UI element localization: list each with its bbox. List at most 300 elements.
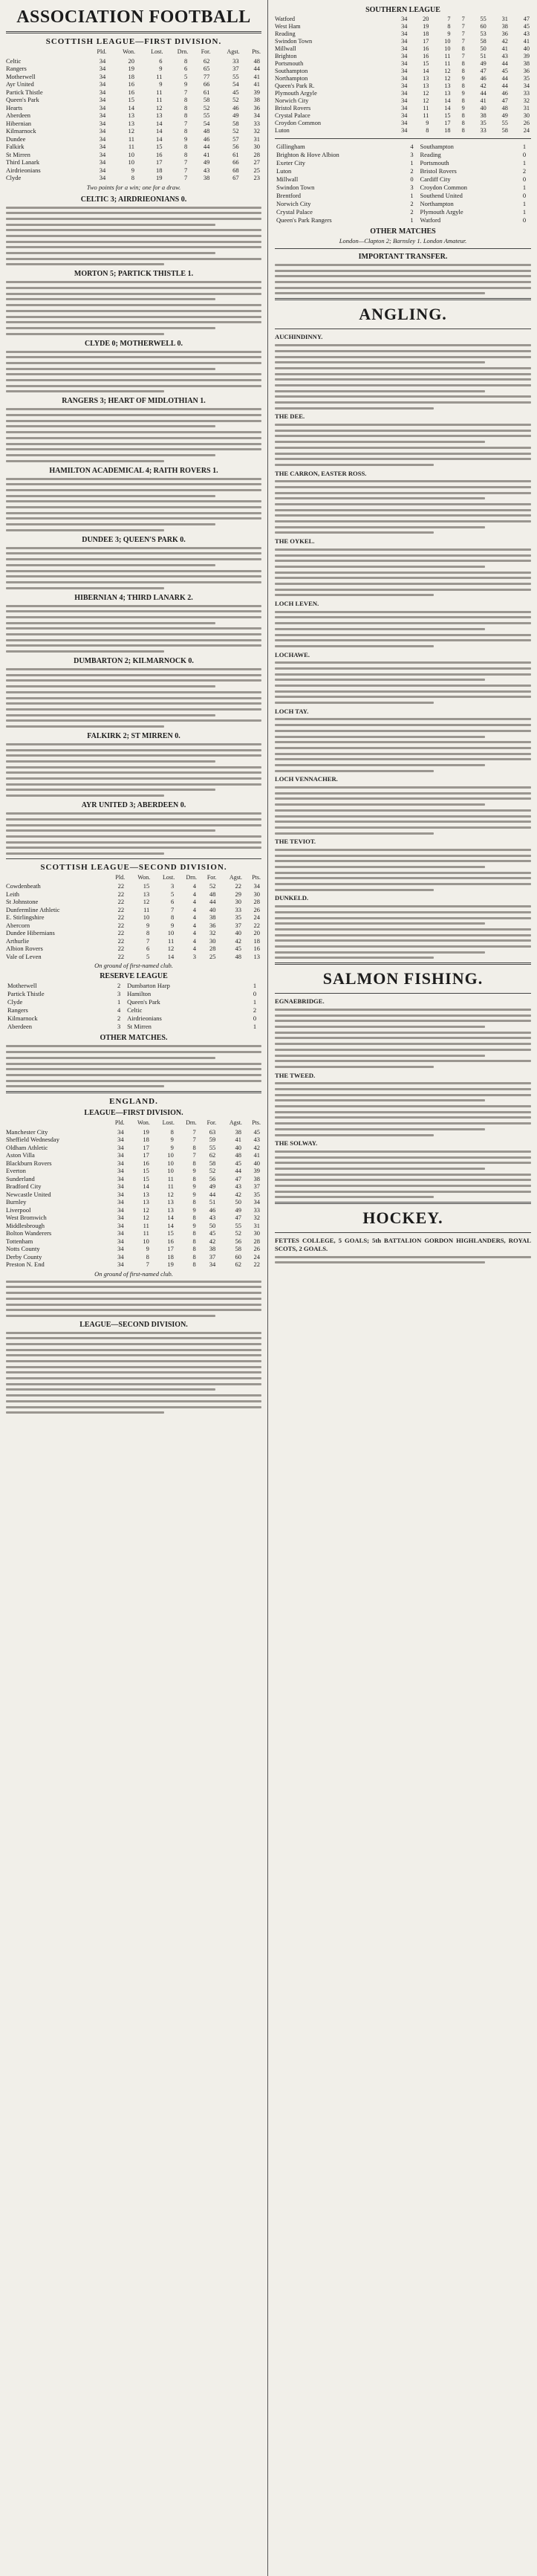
table-cell: 37: [209, 1252, 216, 1261]
table-cell: 11: [156, 88, 163, 96]
england-title: ENGLAND.: [109, 1097, 158, 1107]
table-cell: 47: [480, 68, 486, 74]
home-score: 3: [117, 990, 121, 998]
table-row: [6, 96, 261, 104]
table-cell: 33: [523, 90, 530, 97]
away-score: 1: [522, 143, 527, 150]
table-cell: 34: [117, 1198, 124, 1206]
table-row: [6, 1261, 261, 1269]
table-row: [6, 1237, 261, 1246]
team-name: Clyde: [6, 174, 22, 181]
col-header: Pld.: [115, 873, 126, 881]
table-cell: 16: [253, 945, 260, 953]
away-score: 1: [522, 200, 527, 207]
home-team: Motherwell: [7, 982, 37, 990]
table-cell: 10: [444, 38, 451, 45]
table-cell: 34: [253, 111, 260, 119]
table-cell: 9: [461, 75, 465, 82]
other-matches-text: [6, 1045, 261, 1087]
table-cell: 33: [253, 1206, 260, 1214]
table-cell: 12: [143, 1206, 149, 1214]
table-cell: 47: [235, 1214, 241, 1222]
southern-league-table: [275, 16, 531, 135]
table-cell: 34: [401, 97, 408, 104]
table-cell: 52: [203, 103, 210, 111]
table-cell: 11: [128, 135, 135, 143]
table-cell: 34: [401, 16, 408, 22]
table-cell: 29: [235, 890, 242, 898]
angling-report: [275, 333, 531, 409]
team-name: Motherwell: [6, 72, 36, 80]
table-cell: 13: [128, 111, 135, 119]
angling-report: [275, 894, 531, 959]
table-cell: 34: [99, 88, 106, 96]
table-cell: 9: [159, 80, 163, 88]
team-name: Plymouth Argyle: [275, 90, 317, 97]
table-cell: 41: [203, 150, 210, 158]
table-cell: 17: [155, 158, 163, 166]
table-cell: 9: [426, 120, 429, 126]
table-cell: 38: [253, 96, 260, 103]
divider: [275, 248, 531, 249]
table-cell: 16: [423, 45, 429, 52]
away-team: Cardiff City: [420, 175, 451, 183]
table-cell: 50: [209, 1221, 216, 1229]
table-row: [275, 127, 531, 135]
match-heading: AYR UNITED 3; ABERDEEN 0.: [81, 801, 186, 810]
table-cell: 9: [170, 1143, 174, 1151]
table-cell: 33: [253, 119, 260, 127]
table-cell: 41: [253, 72, 260, 80]
table-row: [6, 882, 261, 890]
home-team: Rangers: [7, 1006, 28, 1014]
table-cell: 33: [235, 905, 242, 913]
table-cell: 12: [143, 1214, 149, 1222]
match-heading: CLYDE 0; MOTHERWELL 0.: [84, 339, 183, 348]
table-cell: 20: [253, 929, 260, 937]
angling-location: THE CARRON, EASTER ROSS.: [275, 469, 367, 477]
team-name: Derby County: [6, 1252, 42, 1261]
table-cell: 44: [253, 65, 260, 72]
col-header: Pld.: [114, 1119, 125, 1127]
table-cell: 4: [192, 905, 196, 913]
table-row: [6, 898, 261, 906]
team-name: Preston N. End: [6, 1261, 45, 1269]
table-cell: 4: [192, 898, 196, 906]
match-report: [6, 657, 261, 728]
salmon-location: THE TWEED.: [275, 1071, 316, 1079]
table-cell: 34: [401, 75, 408, 82]
right-other-matches-title: OTHER MATCHES: [370, 227, 436, 236]
table-cell: 7: [184, 119, 188, 127]
table-cell: 55: [501, 120, 508, 126]
table-cell: 14: [155, 127, 163, 135]
table-row: [6, 158, 261, 166]
table-cell: 11: [423, 112, 429, 119]
table-cell: 34: [117, 1190, 124, 1198]
table-cell: 38: [209, 1245, 216, 1253]
table-cell: 11: [143, 1221, 149, 1229]
table-cell: 17: [143, 1151, 149, 1159]
table-cell: 34: [401, 30, 408, 37]
table-cell: 43: [235, 1182, 241, 1191]
first-division-note: Two points for a win; one for a draw.: [86, 183, 181, 191]
table-cell: 44: [501, 75, 508, 82]
match-heading: DUMBARTON 2; KILMARNOCK 0.: [74, 657, 194, 666]
team-name: Partick Thistle: [6, 88, 43, 96]
col-header: Agst.: [229, 873, 243, 881]
salmon-location: THE SOLWAY.: [275, 1139, 318, 1148]
table-cell: 15: [143, 1174, 149, 1182]
table-cell: 13: [143, 1190, 149, 1198]
table-row: [275, 16, 531, 23]
table-row: [6, 1245, 261, 1253]
table-cell: 45: [501, 68, 508, 74]
team-name: Bristol Rovers: [275, 105, 311, 111]
table-cell: 18: [155, 166, 163, 174]
home-team: Brighton & Hove Albion: [276, 151, 339, 158]
first-division-title: SCOTTISH LEAGUE—FIRST DIVISION.: [45, 37, 222, 46]
table-cell: 44: [480, 90, 486, 97]
team-name: Airdrieonians: [6, 166, 41, 174]
team-name: Reading: [275, 30, 296, 37]
table-cell: 51: [480, 53, 486, 59]
away-team: Bristol Rovers: [420, 167, 457, 175]
away-team: Plymouth Argyle: [420, 208, 463, 216]
team-name: Rangers: [6, 65, 27, 72]
team-name: Tottenham: [6, 1237, 33, 1245]
table-cell: 10: [128, 158, 135, 166]
table-cell: 34: [99, 80, 106, 88]
table-cell: 54: [232, 80, 239, 88]
table-row: [6, 57, 261, 65]
away-team: Celtic: [127, 1006, 143, 1014]
table-cell: 14: [128, 103, 135, 111]
salmon-fishing-title: SALMON FISHING.: [322, 969, 484, 988]
table-cell: 13: [143, 890, 150, 898]
table-row: [6, 1253, 261, 1261]
table-cell: 51: [209, 1198, 216, 1206]
team-name: West Bromwich: [6, 1214, 47, 1222]
table-cell: 14: [167, 1221, 174, 1229]
table-cell: 34: [209, 1261, 216, 1269]
table-cell: 19: [143, 1127, 149, 1136]
table-cell: 66: [203, 80, 210, 88]
table-cell: 17: [444, 120, 451, 126]
table-cell: 14: [167, 1214, 174, 1222]
table-cell: 7: [184, 174, 188, 181]
association-football-title: ASSOCIATION FOOTBALL: [16, 7, 251, 27]
table-cell: 11: [143, 905, 150, 913]
result-row: [275, 167, 531, 175]
table-cell: 34: [117, 1245, 124, 1253]
col-header: Won.: [123, 48, 136, 55]
table-cell: 34: [401, 105, 408, 111]
table-cell: 37: [235, 921, 242, 929]
result-row: [6, 1014, 261, 1023]
table-cell: 38: [209, 913, 216, 922]
table-cell: 7: [461, 53, 465, 59]
home-team: Gillingham: [276, 143, 305, 150]
away-score: 1: [522, 159, 527, 166]
team-name: Bolton Wanderers: [6, 1229, 52, 1237]
table-cell: 4: [192, 890, 196, 898]
table-cell: 16: [423, 53, 429, 59]
table-cell: 34: [401, 90, 408, 97]
hockey-title: HOCKEY.: [362, 1208, 443, 1228]
table-cell: 7: [170, 905, 175, 913]
match-heading: FALKIRK 2; ST MIRREN 0.: [87, 731, 180, 740]
table-cell: 45: [232, 88, 239, 96]
table-cell: 9: [192, 1182, 196, 1191]
team-name: Celtic: [6, 56, 22, 65]
other-matches-title: OTHER MATCHES.: [100, 1034, 168, 1043]
table-cell: 34: [99, 143, 106, 150]
salmon-report: [275, 997, 531, 1068]
table-cell: 42: [235, 936, 242, 945]
table-row: [275, 75, 531, 82]
table-cell: 34: [99, 103, 106, 111]
away-team: Southend United: [420, 192, 463, 199]
table-cell: 10: [128, 150, 135, 158]
team-name: Oldham Athletic: [6, 1143, 48, 1151]
team-name: Queen's Park R.: [275, 82, 315, 89]
table-row: [6, 1151, 261, 1159]
angling-location: THE TEVIOT.: [275, 838, 316, 846]
table-cell: 35: [253, 1190, 260, 1198]
table-cell: 49: [501, 112, 508, 119]
match-heading: CELTIC 3; AIRDRIEONIANS 0.: [80, 195, 187, 204]
table-cell: 7: [192, 1127, 196, 1136]
table-cell: 8: [192, 1229, 196, 1237]
match-report: [6, 536, 261, 589]
table-cell: 34: [401, 127, 408, 134]
angling-location: DUNKELD.: [275, 894, 309, 902]
table-row: [6, 166, 261, 175]
table-cell: 40: [235, 929, 242, 937]
table-row: [6, 151, 261, 159]
home-score: 2: [117, 982, 121, 990]
table-row: [275, 53, 531, 60]
away-team: Queen's Park: [127, 998, 160, 1006]
match-report: [6, 195, 261, 266]
table-cell: 13: [155, 111, 163, 119]
table-cell: 39: [253, 88, 260, 96]
table-row: [275, 23, 531, 30]
angling-report: [275, 470, 531, 534]
angling-location: LOCH LEVEN.: [275, 600, 319, 608]
table-row: [6, 174, 261, 182]
table-cell: 42: [501, 38, 508, 45]
table-cell: 34: [99, 127, 106, 135]
table-cell: 8: [184, 143, 188, 150]
team-name: Dundee Hibernians: [6, 929, 55, 937]
table-cell: 58: [235, 1245, 241, 1253]
table-cell: 8: [170, 913, 175, 922]
table-cell: 54: [203, 119, 210, 127]
table-cell: 13: [167, 1198, 174, 1206]
table-cell: 9: [461, 90, 465, 97]
angling-title: ANGLING.: [359, 305, 447, 324]
table-row: [6, 922, 261, 930]
table-row: [6, 937, 261, 945]
divider: [6, 31, 261, 33]
divider: [6, 1091, 261, 1093]
home-team: Kilmarnock: [7, 1014, 38, 1023]
team-name: Norwich City: [275, 97, 309, 104]
table-cell: 48: [203, 127, 210, 135]
table-cell: 22: [253, 921, 260, 929]
table-cell: 3: [192, 952, 196, 960]
home-team: Exeter City: [276, 159, 305, 166]
table-cell: 22: [235, 882, 242, 890]
away-score: 1: [522, 208, 527, 216]
team-name: Blackburn Rovers: [6, 1159, 52, 1167]
home-score: 2: [410, 208, 414, 216]
table-cell: 22: [117, 952, 125, 960]
table-row: [275, 90, 531, 97]
table-cell: 40: [480, 105, 486, 111]
table-cell: 45: [253, 1127, 260, 1136]
table-cell: 42: [235, 1190, 241, 1198]
table-cell: 8: [461, 120, 465, 126]
away-team: Portsmouth: [420, 159, 449, 166]
table-cell: 43: [203, 166, 210, 174]
home-score: 4: [410, 143, 414, 150]
table-cell: 34: [401, 112, 408, 119]
table-cell: 18: [253, 936, 260, 945]
away-score: 1: [253, 998, 257, 1006]
table-cell: 63: [209, 1127, 216, 1136]
team-name: Ayr United: [6, 80, 34, 88]
home-score: 0: [410, 175, 414, 183]
table-cell: 9: [146, 1245, 149, 1253]
table-row: [6, 88, 261, 97]
table-cell: 39: [523, 53, 530, 59]
table-cell: 34: [117, 1143, 124, 1151]
table-cell: 22: [117, 890, 125, 898]
team-name: Bradford City: [6, 1182, 42, 1191]
result-row: [6, 982, 261, 990]
table-cell: 28: [209, 945, 216, 953]
table-cell: 37: [232, 65, 239, 72]
england-results: [6, 1281, 261, 1317]
table-cell: 27: [253, 158, 260, 166]
southern-league-title: SOUTHERN LEAGUE: [365, 6, 440, 14]
table-cell: 41: [253, 80, 260, 88]
away-score: 2: [522, 167, 527, 175]
table-row: [6, 1159, 261, 1168]
table-cell: 15: [143, 882, 150, 890]
table-cell: 15: [155, 143, 163, 150]
table-cell: 11: [444, 60, 451, 67]
away-score: 0: [522, 192, 527, 199]
table-cell: 7: [184, 166, 188, 174]
table-cell: 48: [235, 1151, 241, 1159]
salmon-report: [275, 1072, 531, 1136]
table-cell: 34: [401, 82, 408, 89]
home-score: 1: [410, 192, 414, 199]
result-row: [275, 175, 531, 184]
right-column: [269, 0, 537, 2576]
table-cell: 34: [117, 1221, 124, 1229]
table-cell: 22: [117, 921, 125, 929]
table-cell: 13: [167, 1206, 174, 1214]
table-cell: 9: [146, 921, 150, 929]
table-cell: 43: [523, 30, 530, 37]
table-cell: 49: [480, 60, 486, 67]
table-cell: 4: [192, 913, 196, 922]
table-cell: 22: [117, 929, 125, 937]
table-cell: 9: [159, 65, 163, 72]
table-cell: 30: [235, 898, 242, 906]
table-cell: 17: [167, 1245, 174, 1253]
table-cell: 41: [480, 97, 486, 104]
team-name: Aston Villa: [6, 1151, 35, 1159]
team-name: Manchester City: [6, 1127, 48, 1136]
table-cell: 34: [401, 38, 408, 45]
england-second-division-results: [6, 1332, 261, 1414]
table-cell: 43: [501, 53, 508, 59]
table-cell: 34: [99, 65, 106, 72]
table-row: [6, 945, 261, 953]
table-cell: 20: [128, 56, 135, 65]
table-cell: 7: [461, 30, 465, 37]
table-cell: 4: [192, 921, 196, 929]
table-cell: 8: [192, 1198, 196, 1206]
angling-location: THE DEE.: [275, 412, 305, 421]
team-name: Albion Rovers: [6, 945, 43, 953]
table-cell: 34: [117, 1136, 124, 1144]
table-cell: 44: [203, 143, 210, 150]
table-cell: 22: [117, 882, 125, 890]
away-team: Hamilton: [127, 990, 152, 998]
result-row: [275, 216, 531, 224]
team-name: Luton: [275, 127, 290, 134]
table-row: [6, 890, 261, 899]
table-cell: 35: [523, 75, 530, 82]
result-row: [275, 208, 531, 216]
team-name: West Ham: [275, 23, 301, 30]
table-cell: 35: [235, 913, 242, 922]
table-cell: 8: [461, 127, 465, 134]
table-cell: 10: [167, 1151, 174, 1159]
table-cell: 58: [232, 119, 239, 127]
table-cell: 46: [232, 103, 239, 111]
home-score: 4: [117, 1006, 121, 1014]
table-cell: 43: [209, 1214, 216, 1222]
table-row: [275, 105, 531, 112]
team-name: St Johnstone: [6, 898, 39, 906]
table-cell: 33: [480, 127, 486, 134]
angling-location: LOCH VENNACHER.: [275, 775, 338, 783]
home-team: Crystal Palace: [276, 208, 313, 216]
table-cell: 40: [235, 1143, 241, 1151]
table-cell: 8: [192, 1237, 196, 1245]
table-cell: 31: [501, 16, 508, 22]
important-transfer-title: IMPORTANT TRANSFER.: [358, 253, 448, 261]
match-report: [6, 397, 261, 462]
table-cell: 14: [143, 1182, 149, 1191]
table-row: [275, 60, 531, 68]
england-second-division-title: LEAGUE—SECOND DIVISION.: [79, 1320, 188, 1329]
home-team: Brentford: [276, 192, 302, 199]
table-cell: 34: [117, 1206, 124, 1214]
england-first-division-table: [6, 1119, 261, 1269]
team-name: Everton: [6, 1167, 26, 1175]
salmon-report: [275, 1139, 531, 1198]
table-row: [275, 68, 531, 75]
